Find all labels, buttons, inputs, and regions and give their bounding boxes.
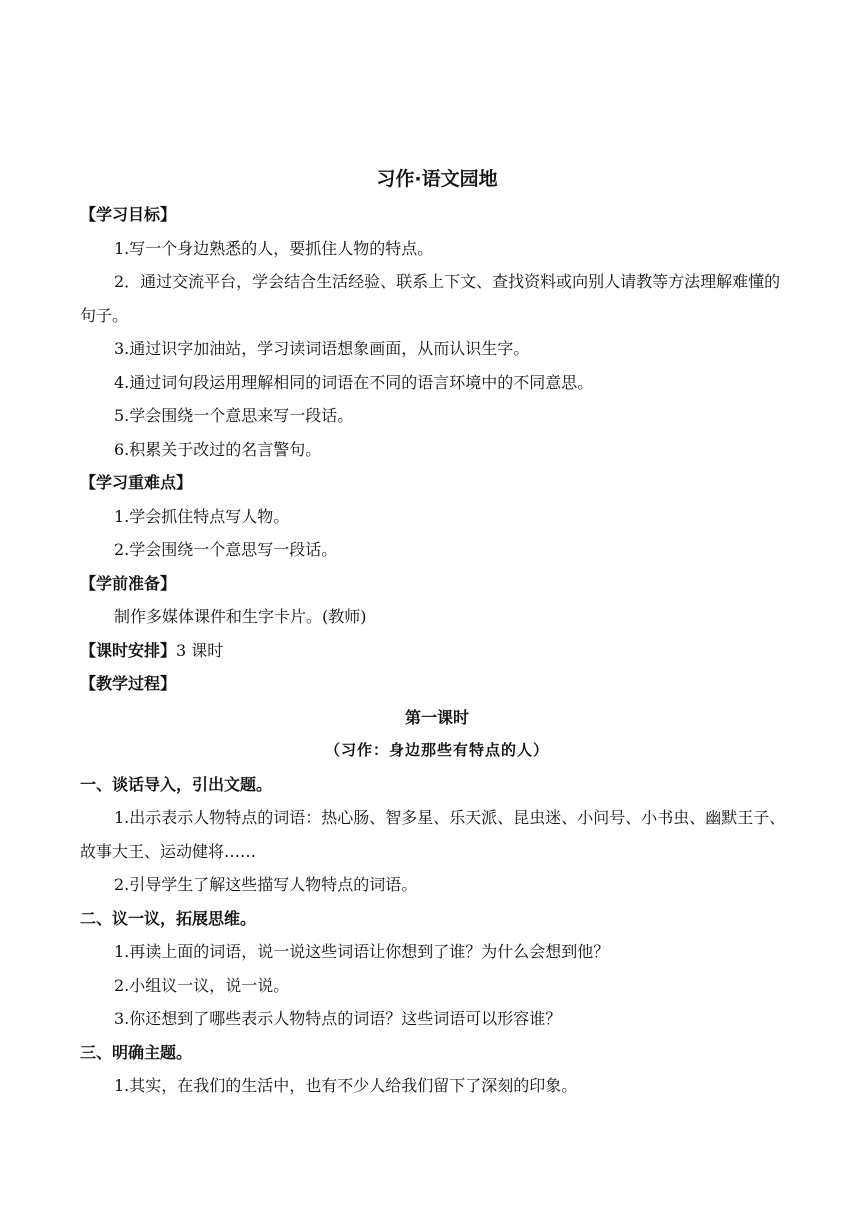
section-1-item-1: 1.出示表示人物特点的词语：热心肠、智多星、乐天派、昆虫迷、小问号、小书虫、幽默王子、故事大王、运动健将…… [80, 808, 786, 861]
key-points-heading: 【学习重难点】 [80, 473, 193, 492]
section-1-heading: 一、谈话导入，引出文题。 [80, 774, 273, 794]
lesson-subtitle: （习作：身边那些有特点的人） [324, 741, 549, 759]
document-content [80, 162, 794, 1103]
objective-item-5: 5.学会围绕一个意思来写一段话。 [114, 406, 354, 425]
section-2-item-3: 3.你还想到了哪些表示人物特点的词语？这些词语可以形容谁？ [114, 1009, 562, 1028]
schedule-heading: 【课时安排】 [80, 640, 177, 660]
schedule-text: 3 课时 [176, 640, 224, 660]
section-2-item-2: 2.小组议一议，说一说。 [114, 975, 290, 995]
objective-item-6: 6.积累关于改过的名言警句。 [114, 439, 322, 459]
key-point-item-2: 2.学会围绕一个意思写一段话。 [114, 540, 338, 559]
process-heading: 【教学过程】 [80, 674, 177, 693]
objective-item-2: 2．通过交流平台，学会结合生活经验、联系上下文、查找资料或向别人请教等方法理解难懂的句子。 [80, 272, 781, 325]
section-3-heading: 三、明确主题。 [80, 1042, 193, 1062]
lesson-title: 第一课时 [404, 707, 469, 727]
schedule-line [80, 634, 794, 668]
section-1-item-2: 2.引导学生了解这些描写人物特点的词语。 [114, 875, 418, 894]
section-2-heading: 二、议一议，拓展思维。 [80, 908, 257, 928]
section-2-item-1: 1.再读上面的词语，说一说这些词语让你想到了谁？为什么会想到他？ [114, 942, 610, 961]
preparation-heading: 【学前准备】 [80, 573, 177, 593]
page-title: 习作·语文园地 [376, 168, 498, 190]
key-point-item-1: 1.学会抓住特点写人物。 [114, 506, 290, 526]
objective-item-4: 4.通过词句段运用理解相同的词语在不同的语言环境中的不同意思。 [114, 372, 594, 392]
section-3-item-1: 1.其实，在我们的生活中，也有不少人给我们留下了深刻的印象。 [114, 1076, 578, 1095]
objectives-heading: 【学习目标】 [80, 205, 177, 224]
preparation-text: 制作多媒体课件和生字卡片。(教师) [114, 607, 367, 626]
objective-item-3: 3.通过识字加油站，学习读词语想象画面，从而认识生字。 [114, 339, 530, 358]
objective-item-1: 1.写一个身边熟悉的人，要抓住人物的特点。 [114, 238, 434, 258]
